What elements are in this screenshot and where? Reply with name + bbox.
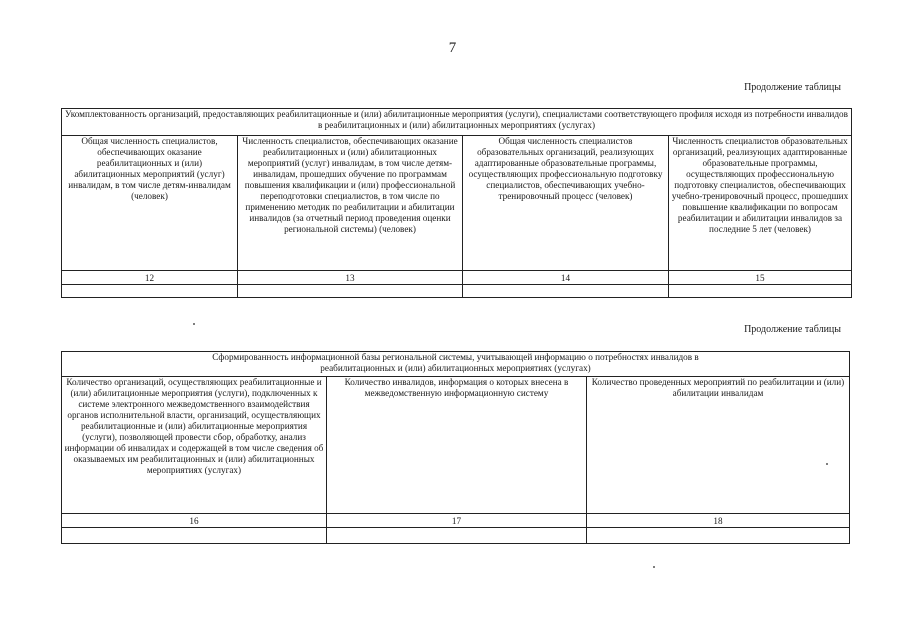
empty-data-cell: [62, 285, 238, 298]
column-header-17: Количество инвалидов, информация о которых внесена в межведомственную информационную систему: [327, 377, 587, 514]
empty-data-cell: [327, 528, 587, 544]
column-number-18: 18: [587, 514, 850, 528]
column-number-14: 14: [463, 271, 669, 285]
scan-speck: [193, 323, 195, 325]
column-header-13: Численность специалистов, обеспечивающих оказание реабилитационных и (или) абилитационных мероприятий (услуг) инвалидам, в том числе детям-инвалидам, прошедших обучение по программам повышения квалификации и (или) профессиональной переподготовки специалистов, в том числе по применению методик по реабилитации и абилитации инвалидов (за отчетный период проведения оценки региональной системы) (человек): [238, 136, 463, 271]
column-header-16: Количество организаций, осуществляющих реабилитационные и (или) абилитационные мероприятия (услуги), подключенных к системе электронного межведомственного взаимодействия органов исполнительной власти, организаций, осуществляющих реабилитационные и (или) абилитационные мероприятия (услуги), позволяющей провести сбор, обработку, анализ информации об инвалидах и содержащей в том числе сведения об оказываемых им реабилитационных и (или) абилитационных мероприятиях (услугах): [62, 377, 327, 514]
empty-data-cell: [587, 528, 850, 544]
empty-data-cell: [62, 528, 327, 544]
table-header-cell: Укомплектованность организаций, предоставляющих реабилитационные и (или) абилитационные мероприятия (услуги), специалистами соответствующего профиля исходя из потребности инвалидов в реабилитационных и (или) абилитационных мероприятиях (услугах): [62, 109, 852, 136]
scan-speck: [826, 463, 828, 465]
column-header-15: Численность специалистов образовательных организаций, реализующих адаптированные образовательные программы, осуществляющих профессиональную подготовку специалистов, обеспечивающих учебно-тренировочный процесс, прошедших повышение квалификации по вопросам реабилитации и абилитации инвалидов за последние 5 лет (человек): [669, 136, 852, 271]
table-continuation-label: Продолжение таблицы: [744, 82, 841, 93]
column-number-13: 13: [238, 271, 463, 285]
scan-speck: [653, 566, 655, 568]
column-header-14: Общая численность специалистов образовательных организаций, реализующих адаптированные образовательные программы, осуществляющих профессиональную подготовку специалистов, обеспечивающих учебно-тренировочный процесс (человек): [463, 136, 669, 271]
table-continuation-label: Продолжение таблицы: [744, 324, 841, 335]
column-number-12: 12: [62, 271, 238, 285]
column-number-16: 16: [62, 514, 327, 528]
rehab-staffing-table: [61, 108, 852, 298]
column-header-18: Количество проведенных мероприятий по реабилитации и (или) абилитации инвалидам: [587, 377, 850, 514]
column-number-15: 15: [669, 271, 852, 285]
column-header-12: Общая численность специалистов, обеспечивающих оказание реабилитационных и (или) абилитационных мероприятий (услуг) инвалидам, в том числе детям-инвалидам (человек): [62, 136, 238, 271]
information-base-table: [61, 351, 850, 544]
empty-data-cell: [238, 285, 463, 298]
page-number: 7: [448, 40, 457, 56]
empty-data-cell: [463, 285, 669, 298]
empty-data-cell: [669, 285, 852, 298]
column-number-17: 17: [327, 514, 587, 528]
table-header-cell: Сформированность информационной базы региональной системы, учитывающей информацию о потребностях инвалидов в реабилитационных и (или) абилитационных мероприятиях (услугах): [62, 352, 850, 377]
